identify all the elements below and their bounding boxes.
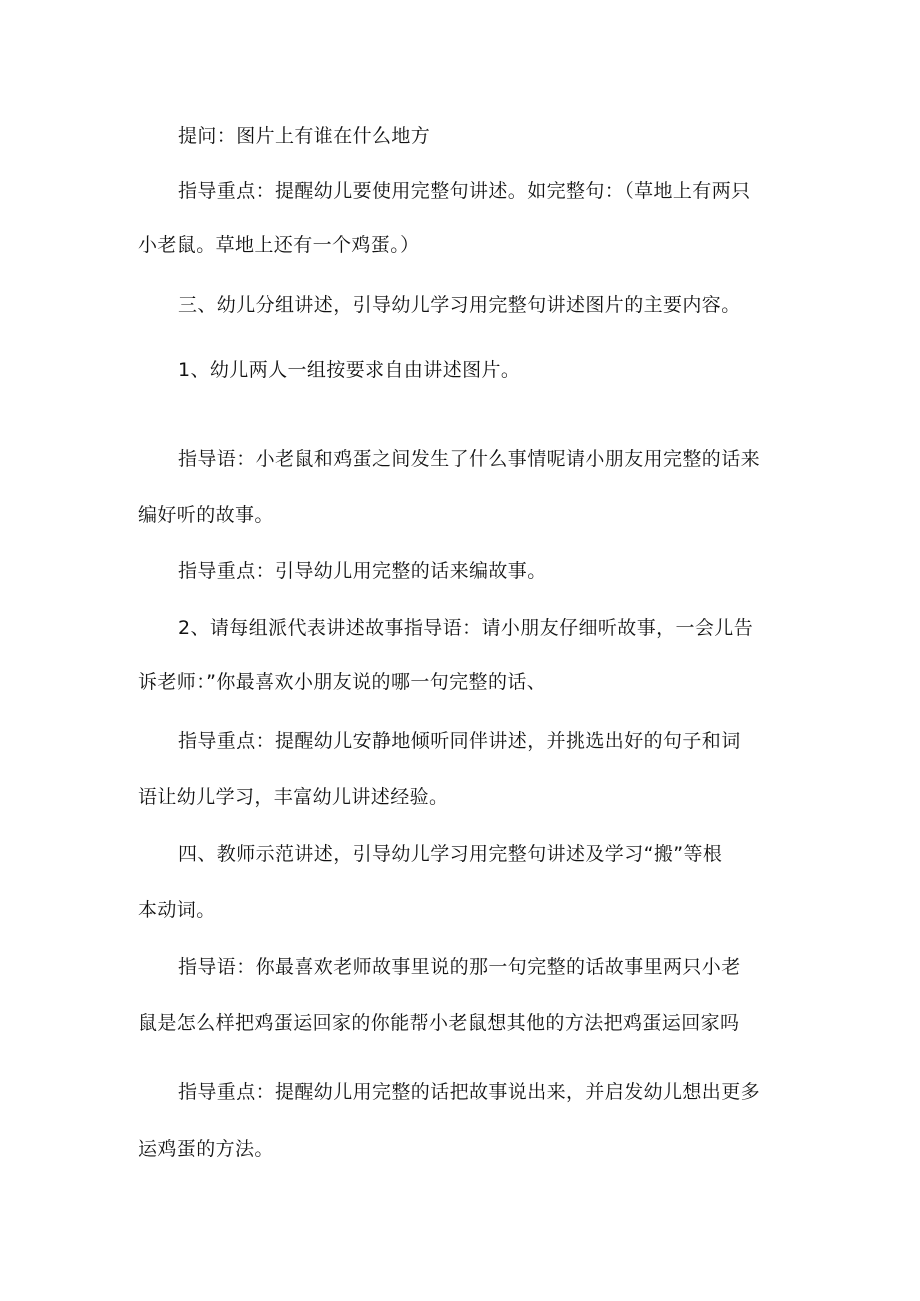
text-line: 指导重点：提醒幼儿安静地倾听同伴讲述，并挑选出好的句子和词 [178,730,741,752]
text-line: 本动词。 [138,899,216,921]
text-line: 鼠是怎么样把鸡蛋运回家的你能帮小老鼠想其他的方法把鸡蛋运回家吗 [138,1012,740,1034]
text-line: 指导重点：提醒幼儿用完整的话把故事说出来，并启发幼儿想出更多 [178,1081,761,1103]
text-line: 小老鼠。草地上还有一个鸡蛋。） [138,234,420,256]
text-line: 诉老师：”你最喜欢小朋友说的哪一句完整的话、 [138,671,547,693]
text-line: 1、幼儿两人一组按要求自由讲述图片。 [178,359,521,381]
text-line: 三、幼儿分组讲述，引导幼儿学习用完整句讲述图片的主要内容。 [178,294,741,316]
text-line: 编好听的故事。 [138,504,274,526]
text-line: 提问：图片上有谁在什么地方 [178,125,431,147]
text-line: 四、教师示范讲述，引导幼儿学习用完整句讲述及学习“搬”等根 [178,843,723,865]
text-line: 指导重点：提醒幼儿要使用完整句讲述。如完整句：（草地上有两只 [178,180,751,202]
text-line: 语让幼儿学习，丰富幼儿讲述经验。 [138,786,449,808]
text-line: 运鸡蛋的方法。 [138,1138,274,1160]
text-line: 指导语：小老鼠和鸡蛋之间发生了什么事情呢请小朋友用完整的话来 [178,448,761,470]
text-line: 指导语：你最喜欢老师故事里说的那一句完整的话故事里两只小老 [178,956,741,978]
text-line: 2、请每组派代表讲述故事指导语：请小朋友仔细听故事，一会儿告 [178,617,754,639]
text-line: 指导重点：引导幼儿用完整的话来编故事。 [178,560,547,582]
